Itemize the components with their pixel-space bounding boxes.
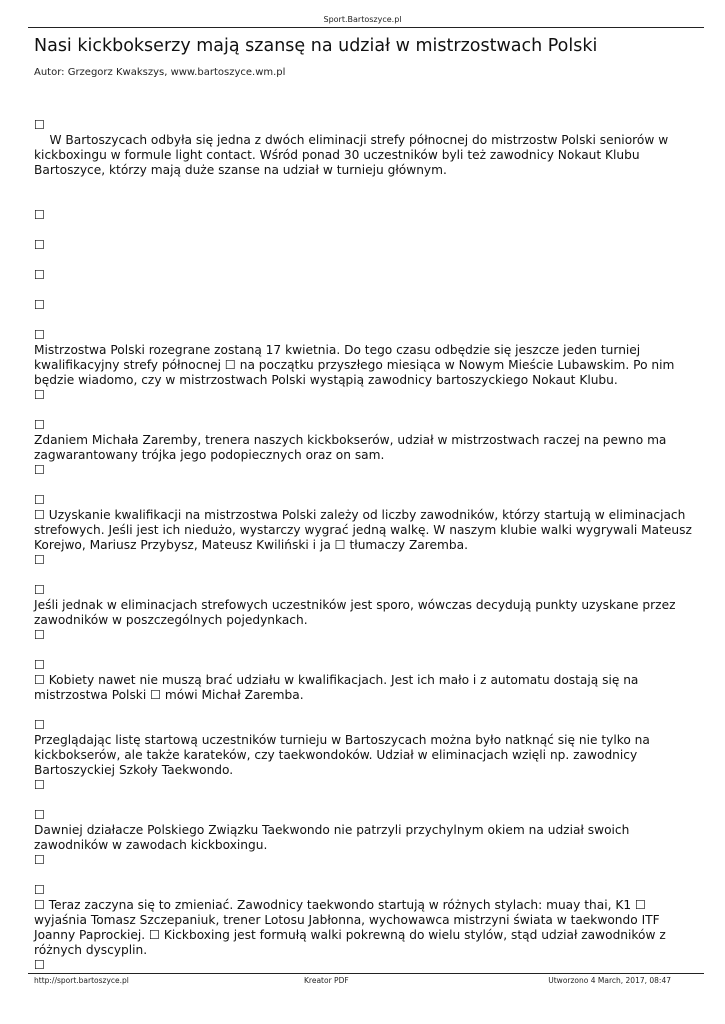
top-divider [28, 27, 704, 28]
paragraph-4: Jeśli jednak w eliminacjach strefowych uczestników jest sporo, wówczas decydują punkty uzyskane przez zawodników w poszczególnych pojedynkach. [34, 598, 676, 627]
paragraph-7: Dawniej działacze Polskiego Związku Taekwondo nie patrzyli przychylnym okiem na udział swoich zawodników w zawodach kickboxingu. [34, 823, 630, 852]
footer-url: http://sport.bartoszyce.pl [34, 976, 129, 985]
paragraph-6: Przeglądając listę startową uczestników turnieju w Bartoszycach można było natknąć się nie tylko na kickbokserów, ale także karateków, czy taekwondoków. Udział w eliminacjach wzięli np. zawodnicy Bartoszyckiej Szkoły Taekwondo. [34, 733, 650, 777]
box-glyph: ☐ [34, 853, 45, 867]
box-glyph: ☐ [34, 208, 45, 222]
footer-generator: Kreator PDF [304, 976, 349, 985]
box-glyph: ☐ [34, 808, 45, 822]
article-body [34, 118, 699, 973]
box-glyph: ☐ [34, 118, 45, 132]
paragraph-1: Mistrzostwa Polski rozegrane zostaną 17 kwietnia. Do tego czasu odbędzie się jeszcze jeden turniej kwalifikacyjny strefy północnej ☐ na początku przyszłego miesiąca w Nowym Mieście Lubawskim. Po nim będzie wiadomo, czy w mistrzostwach Polski wystąpią zawodnicy bartoszyckiego Nokaut Klubu. [34, 343, 675, 387]
box-glyph: ☐ [34, 493, 45, 507]
box-glyph: ☐ [34, 553, 45, 567]
intro-paragraph: W Bartoszycach odbyła się jedna z dwóch eliminacji strefy północnej do mistrzostw Polski seniorów w kickboxingu w formule light contact. Wśród ponad 30 uczestników byli też zawodnicy Nokaut Klubu Bartoszyce, którzy mają duże szanse na udział w turnieju głównym. [34, 133, 673, 177]
box-glyph: ☐ [34, 238, 45, 252]
bottom-divider [28, 973, 704, 974]
site-header: Sport.Bartoszyce.pl [323, 15, 402, 24]
paragraph-5: ☐ Kobiety nawet nie muszą brać udziału w kwalifikacjach. Jest ich mało i z automatu dostają się na mistrzostwa Polski ☐ mówi Michał Zaremba. [34, 673, 639, 702]
box-glyph: ☐ [34, 328, 45, 342]
box-glyph: ☐ [34, 658, 45, 672]
paragraph-3: ☐ Uzyskanie kwalifikacji na mistrzostwa Polski zależy od liczby zawodników, którzy startują w eliminacjach strefowych. Jeśli jest ich niedużo, wystarczy wygrać jedną walkę. W naszym klubie walki wygrywali Mateusz Korejwo, Mariusz Przybysz, Mateusz Kwiliński i ja ☐ tłumaczy Zaremba. [34, 508, 692, 552]
box-glyph: ☐ [34, 463, 45, 477]
box-glyph: ☐ [34, 388, 45, 402]
box-glyph: ☐ [34, 778, 45, 792]
box-glyph: ☐ [34, 883, 45, 897]
box-glyph: ☐ [34, 268, 45, 282]
article-author: Autor: Grzegorz Kwakszys, www.bartoszyce.wm.pl [34, 67, 286, 78]
box-glyph: ☐ [34, 628, 45, 642]
paragraph-8: ☐ Teraz zaczyna się to zmieniać. Zawodnicy taekwondo startują w różnych stylach: muay thai, K1 ☐ wyjaśnia Tomasz Szczepaniuk, trener Lotosu Jabłonna, wychowawca mistrzyni świata w taekwondo ITF Joanny Paprockiej. ☐ Kickboxing jest formułą walki pokrewną do wielu stylów, stąd udział zawodników z różnych dyscyplin. [34, 898, 666, 957]
article-title: Nasi kickbokserzy mają szansę na udział w mistrzostwach Polski [34, 36, 598, 56]
footer-created: Utworzono 4 March, 2017, 08:47 [548, 976, 671, 985]
paragraph-2: Zdaniem Michała Zaremby, trenera naszych kickbokserów, udział w mistrzostwach raczej na pewno ma zagwarantowany trójka jego podopiecznych oraz on sam. [34, 433, 667, 462]
box-glyph: ☐ [34, 298, 45, 312]
box-glyph: ☐ [34, 418, 45, 432]
box-glyph: ☐ [34, 718, 45, 732]
box-glyph: ☐ [34, 583, 45, 597]
box-glyph: ☐ [34, 958, 45, 972]
